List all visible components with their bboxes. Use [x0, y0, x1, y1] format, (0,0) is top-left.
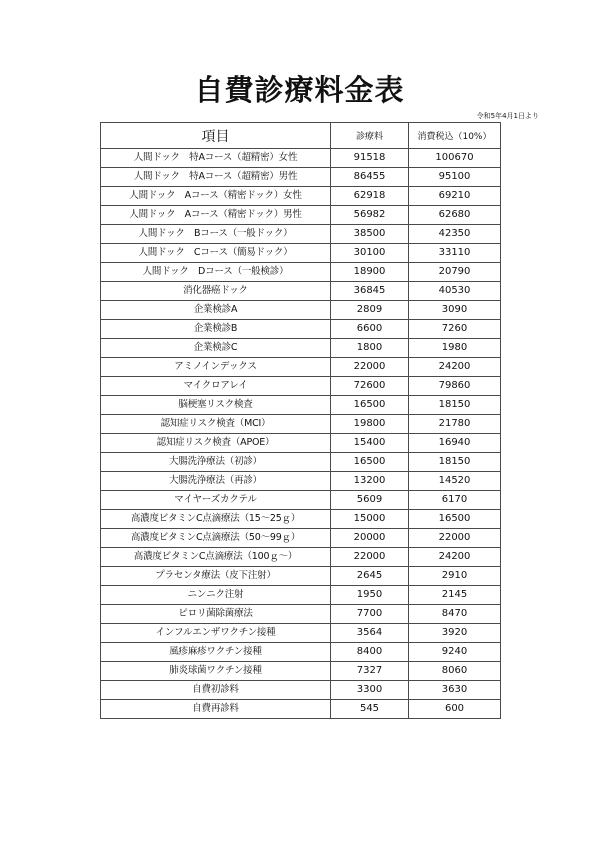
fee-cell: 3564 — [331, 624, 409, 643]
tax-included-cell: 1980 — [409, 339, 501, 358]
item-name-cell: 自費初診料 — [101, 681, 331, 700]
tax-included-cell: 14520 — [409, 472, 501, 491]
tax-included-cell: 24200 — [409, 548, 501, 567]
tax-included-cell: 16940 — [409, 434, 501, 453]
item-name-cell: 人間ドック Aコース（精密ドック）男性 — [101, 206, 331, 225]
item-name-cell: 企業検診C — [101, 339, 331, 358]
tax-included-cell: 69210 — [409, 187, 501, 206]
tax-included-cell: 9240 — [409, 643, 501, 662]
item-name-cell: 人間ドック Cコース（簡易ドック） — [101, 244, 331, 263]
fee-cell: 19800 — [331, 415, 409, 434]
tax-included-cell: 20790 — [409, 263, 501, 282]
header-tax-included: 消費税込（10%） — [409, 123, 501, 149]
fee-cell: 20000 — [331, 529, 409, 548]
tax-included-cell: 8470 — [409, 605, 501, 624]
item-name-cell: 高濃度ビタミンC点滴療法（50〜99ｇ） — [101, 529, 331, 548]
fee-cell: 22000 — [331, 548, 409, 567]
table-row — [101, 301, 501, 320]
table-row — [101, 339, 501, 358]
item-name-cell: アミノインデックス — [101, 358, 331, 377]
tax-included-cell: 2910 — [409, 567, 501, 586]
tax-included-cell: 62680 — [409, 206, 501, 225]
tax-included-cell: 16500 — [409, 510, 501, 529]
effective-date-note: 令和5年4月1日より — [476, 112, 539, 120]
item-name-cell: 人間ドック Dコース（一般検診） — [101, 263, 331, 282]
item-name-cell: 認知症リスク検査（APOE） — [101, 434, 331, 453]
item-name-cell: 大腸洗浄療法（再診） — [101, 472, 331, 491]
tax-included-cell: 3920 — [409, 624, 501, 643]
table-row — [101, 263, 501, 282]
fee-cell: 5609 — [331, 491, 409, 510]
tax-included-cell: 8060 — [409, 662, 501, 681]
item-name-cell: 人間ドック 特Aコース（超精密）男性 — [101, 168, 331, 187]
table-row — [101, 282, 501, 301]
item-name-cell: マイクロアレイ — [101, 377, 331, 396]
item-name-cell: 企業検診B — [101, 320, 331, 339]
fee-cell: 15400 — [331, 434, 409, 453]
table-row — [101, 529, 501, 548]
fee-cell: 13200 — [331, 472, 409, 491]
table-row — [101, 244, 501, 263]
tax-included-cell: 24200 — [409, 358, 501, 377]
fee-cell: 22000 — [331, 358, 409, 377]
tax-included-cell: 2145 — [409, 586, 501, 605]
table-row — [101, 700, 501, 719]
tax-included-cell: 3090 — [409, 301, 501, 320]
table-row — [101, 320, 501, 339]
item-name-cell: 風疹麻疹ワクチン接種 — [101, 643, 331, 662]
table-row — [101, 415, 501, 434]
item-name-cell: 人間ドック Bコース（一般ドック） — [101, 225, 331, 244]
fee-cell: 15000 — [331, 510, 409, 529]
table-row — [101, 548, 501, 567]
item-name-cell: 消化器癌ドック — [101, 282, 331, 301]
item-name-cell: ピロリ菌除菌療法 — [101, 605, 331, 624]
table-row — [101, 187, 501, 206]
fee-cell: 1800 — [331, 339, 409, 358]
item-name-cell: 認知症リスク検査（MCI） — [101, 415, 331, 434]
price-table — [100, 122, 501, 719]
item-name-cell: 人間ドック 特Aコース（超精密）女性 — [101, 149, 331, 168]
table-row — [101, 662, 501, 681]
item-name-cell: プラセンタ療法（皮下注射） — [101, 567, 331, 586]
table-row — [101, 681, 501, 700]
fee-cell: 62918 — [331, 187, 409, 206]
table-row — [101, 586, 501, 605]
item-name-cell: インフルエンザワクチン接種 — [101, 624, 331, 643]
fee-cell: 36845 — [331, 282, 409, 301]
fee-cell: 8400 — [331, 643, 409, 662]
table-row — [101, 358, 501, 377]
item-name-cell: マイヤーズカクテル — [101, 491, 331, 510]
tax-included-cell: 100670 — [409, 149, 501, 168]
header-item: 項目 — [101, 123, 331, 149]
table-row — [101, 206, 501, 225]
item-name-cell: 高濃度ビタミンC点滴療法（100ｇ〜） — [101, 548, 331, 567]
table-row — [101, 149, 501, 168]
table-row — [101, 510, 501, 529]
fee-cell: 7700 — [331, 605, 409, 624]
fee-cell: 1950 — [331, 586, 409, 605]
table-row — [101, 396, 501, 415]
item-name-cell: 企業検診A — [101, 301, 331, 320]
fee-cell: 18900 — [331, 263, 409, 282]
item-name-cell: 人間ドック Aコース（精密ドック）女性 — [101, 187, 331, 206]
table-row — [101, 605, 501, 624]
fee-cell: 7327 — [331, 662, 409, 681]
table-row — [101, 491, 501, 510]
fee-cell: 72600 — [331, 377, 409, 396]
fee-cell: 91518 — [331, 149, 409, 168]
table-row — [101, 453, 501, 472]
tax-included-cell: 7260 — [409, 320, 501, 339]
table-row — [101, 377, 501, 396]
tax-included-cell: 22000 — [409, 529, 501, 548]
table-row — [101, 567, 501, 586]
tax-included-cell: 33110 — [409, 244, 501, 263]
table-row — [101, 168, 501, 187]
page-title: 自費診療料金表 — [194, 73, 405, 107]
table-header-row — [101, 123, 501, 149]
fee-cell: 6600 — [331, 320, 409, 339]
item-name-cell: ニンニク注射 — [101, 586, 331, 605]
table-row — [101, 225, 501, 244]
fee-cell: 30100 — [331, 244, 409, 263]
item-name-cell: 高濃度ビタミンC点滴療法（15〜25ｇ） — [101, 510, 331, 529]
tax-included-cell: 600 — [409, 700, 501, 719]
tax-included-cell: 18150 — [409, 453, 501, 472]
tax-included-cell: 3630 — [409, 681, 501, 700]
header-fee: 診療料 — [331, 123, 409, 149]
fee-cell: 16500 — [331, 396, 409, 415]
fee-cell: 38500 — [331, 225, 409, 244]
fee-cell: 2645 — [331, 567, 409, 586]
table-row — [101, 434, 501, 453]
fee-cell: 2809 — [331, 301, 409, 320]
table-body — [101, 149, 501, 719]
tax-included-cell: 40530 — [409, 282, 501, 301]
item-name-cell: 大腸洗浄療法（初診） — [101, 453, 331, 472]
tax-included-cell: 6170 — [409, 491, 501, 510]
fee-cell: 545 — [331, 700, 409, 719]
tax-included-cell: 18150 — [409, 396, 501, 415]
fee-cell: 56982 — [331, 206, 409, 225]
table-row — [101, 624, 501, 643]
table-row — [101, 643, 501, 662]
fee-cell: 16500 — [331, 453, 409, 472]
fee-cell: 3300 — [331, 681, 409, 700]
tax-included-cell: 21780 — [409, 415, 501, 434]
item-name-cell: 自費再診料 — [101, 700, 331, 719]
item-name-cell: 肺炎球菌ワクチン接種 — [101, 662, 331, 681]
tax-included-cell: 95100 — [409, 168, 501, 187]
table-row — [101, 472, 501, 491]
item-name-cell: 脳梗塞リスク検査 — [101, 396, 331, 415]
tax-included-cell: 42350 — [409, 225, 501, 244]
fee-cell: 86455 — [331, 168, 409, 187]
tax-included-cell: 79860 — [409, 377, 501, 396]
